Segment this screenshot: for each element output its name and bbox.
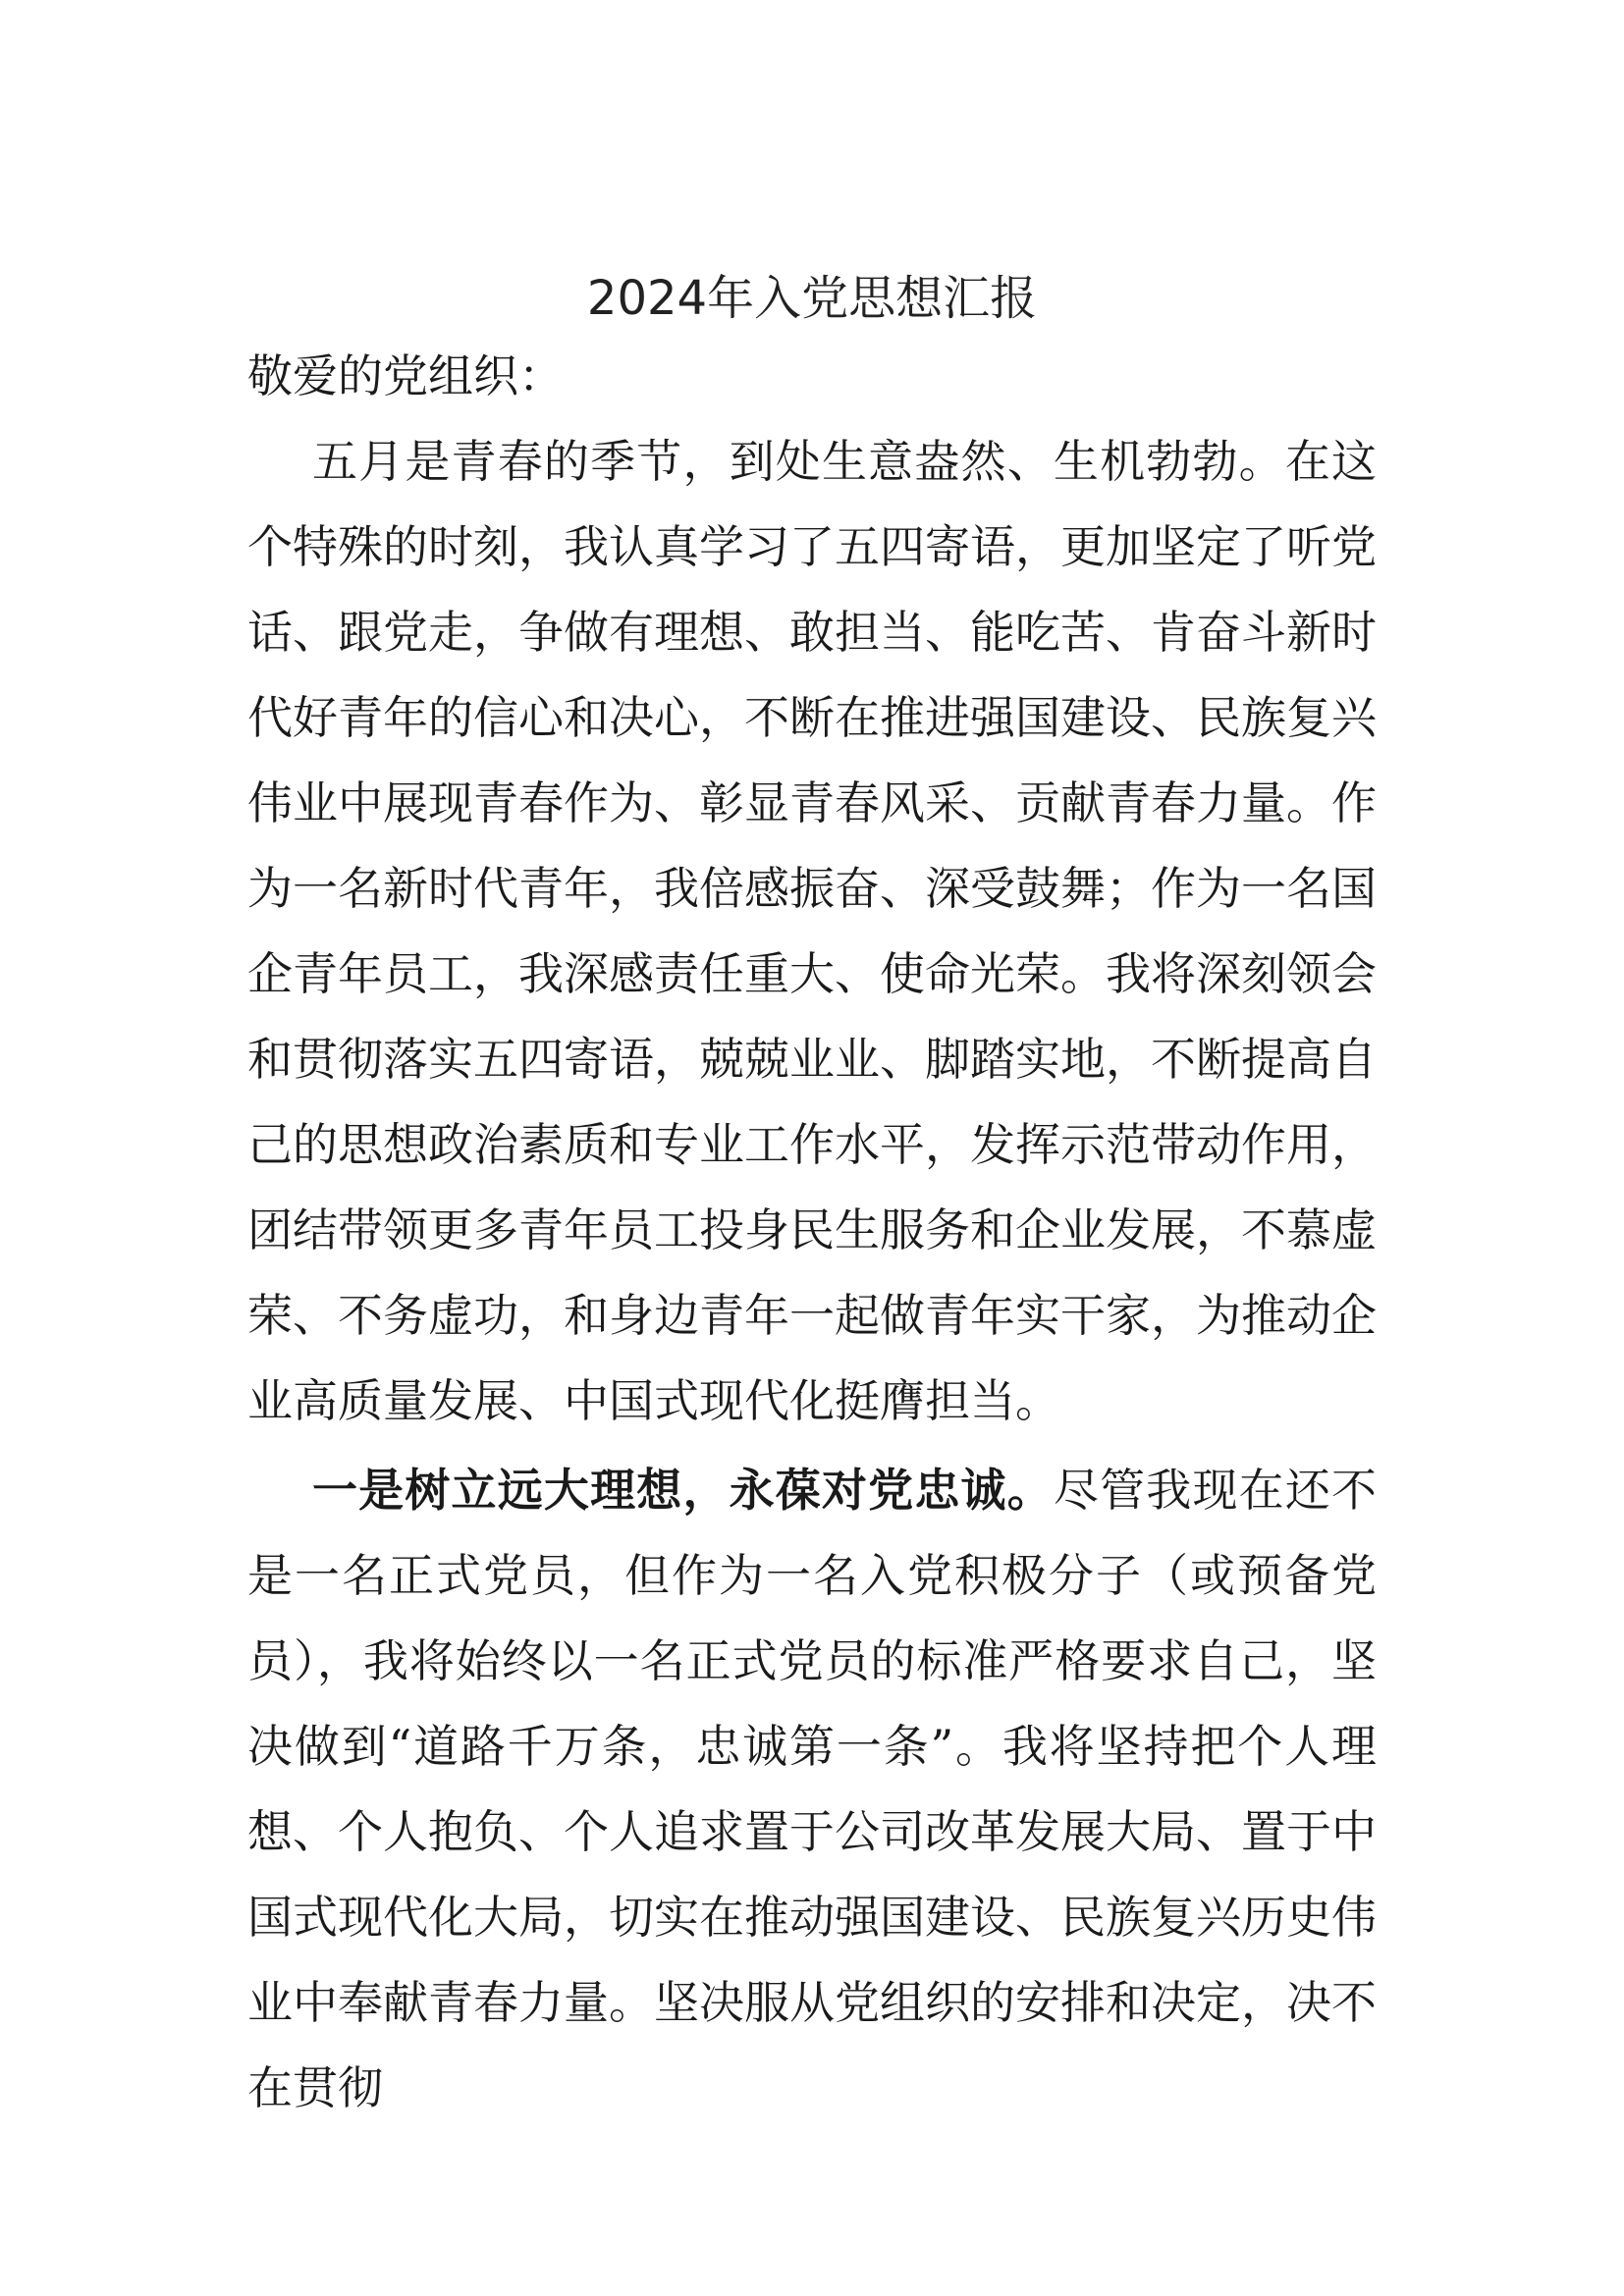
salutation: 敬爱的党组织： xyxy=(247,349,564,402)
paragraph-intro: 五月是青春的季节，到处生意盎然、生机勃勃。在这个特殊的时刻，我认真学习了五四寄语，更加坚定了听党话、跟党走，争做有理想、敢担当、能吃苦、肯奋斗新时代好青年的信心和决心，不断在推进强国建设、民族复兴伟业中展现青春作为、彰显青春风采、贡献青春力量。作为一名新时代青年，我倍感振奋、深受鼓舞；作为一名国企青年员工，我深感责任重大、使命光荣。我将深刻领会和贯彻落实五四寄语，兢兢业业、脚踏实地，不断提高自己的思想政治素质和专业工作水平，发挥示范带动作用，团结带领更多青年员工投身民生服务和企业发展，不慕虚荣、不务虚功，和身边青年一起做青年实干家，为推动企业高质量发展、中国式现代化挺膺担当。 xyxy=(247,435,1377,1427)
paragraph-point-one xyxy=(247,1448,1377,2131)
document-title: 2024年入党思想汇报 xyxy=(586,271,1038,326)
paragraph-point-one-text: 尽管我现在还不是一名正式党员，但作为一名入党积极分子（或预备党员），我将始终以一名正式党员的标准严格要求自己，坚决做到“道路千万条，忠诚第一条”。我将坚持把个人理想、个人抱负、个人追求置于公司改革发展大局、置于中国式现代化大局，切实在推动强国建设、民族复兴历史伟业中奉献青春力量。坚决服从党组织的安排和决定，决不在贯彻 xyxy=(247,1464,1378,2114)
document-body xyxy=(247,334,1377,2131)
paragraph-point-one-heading: 一是树立远大理想，永葆对党忠诚。 xyxy=(312,1464,1054,1517)
